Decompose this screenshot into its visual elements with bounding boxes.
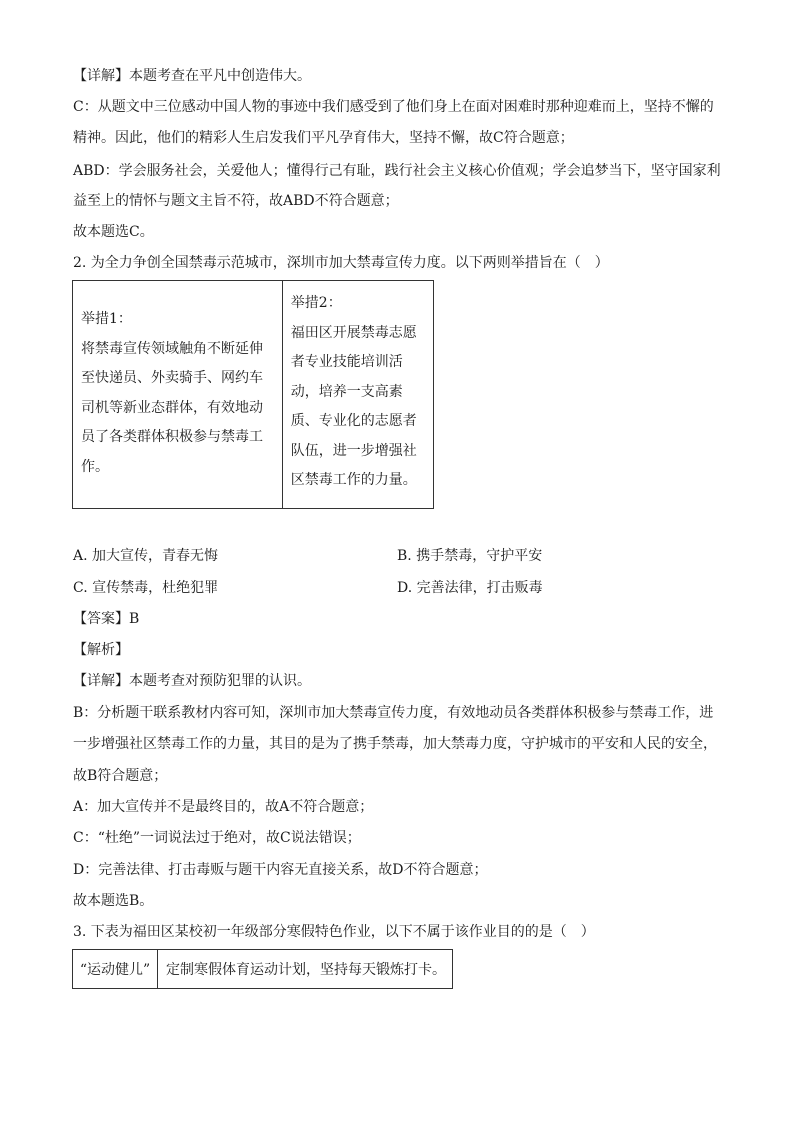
measure2-title: 举措2： [290,295,342,311]
measure2-line: 者专业技能培训活 [290,354,403,370]
q2-b-analysis-line1: B：分析题干联系教材内容可知，深圳市加大禁毒宣传力度，有效地动员各类群体积极参与禁毒工作，进 [73,705,714,721]
q1-conclusion: 故本题选C。 [73,224,154,240]
measure2-line: 福田区开展禁毒志愿 [290,324,417,341]
q2-b-analysis-line2: 一步增强社区禁毒工作的力量，其目的是为了携手禁毒，加大禁毒力度，守护城市的平安和人民的安全， [73,736,717,752]
measure2-line: 质、专业化的志愿者 [290,413,417,429]
measure1-cell [73,281,283,509]
q1-c-analysis-line1: C：从题文中三位感动中国人物的事迹中我们感受到了他们身上在面对困难时那种迎难而上，坚持不懈的 [73,99,714,115]
measure1-line: 至快递员、外卖骑手、网约车 [81,370,263,386]
q2-c-analysis: C：“杜绝”一词说法过于绝对，故C说法错误； [73,830,361,846]
measure1-line: 将禁毒宣传领域触角不断延伸 [81,340,263,357]
q1-abd-analysis-line1: ABD：学会服务社会，关爱他人；懂得行己有耻，践行社会主义核心价值观；学会追梦当下，坚守国家利 [73,163,721,179]
q3-homework-table [72,949,453,989]
q2-b-analysis-line3: 故B符合题意； [73,768,168,784]
measure1-line: 员了各类群体积极参与禁毒工 [81,429,263,445]
q2-answer: 【答案】B [73,611,140,627]
measure1-line: 作。 [81,458,109,475]
q3-row-content-cell [158,950,453,989]
option-a: A. 加大宣传，青春无悔 [73,548,219,564]
q2-a-analysis: A：加大宣传并不是最终目的，故A不符合题意； [73,799,374,815]
measure2-line: 区禁毒工作的力量。 [290,472,417,488]
option-d: D. 完善法律，打击贩毒 [397,580,543,596]
q3-stem: 3. 下表为福田区某校初一年级部分寒假特色作业，以下不属于该作业目的的是（ ） [73,924,595,940]
q3-row-content: 定制寒假体育运动计划，坚持每天锻炼打卡。 [166,962,446,978]
q2-detail: 【详解】本题考查对预防犯罪的认识。 [73,673,311,689]
q2-analysis-label: 【解析】 [73,642,129,658]
q2-stem: 2. 为全力争创全国禁毒示范城市，深圳市加大禁毒宣传力度。以下两则举措旨在（ ） [73,255,609,271]
q2-measures-table [72,280,434,509]
q1-c-analysis-line2: 精神。因此，他们的精彩人生启发我们平凡孕育伟大，坚持不懈，故C符合题意； [73,130,574,146]
measure2-line: 队伍，进一步增强社 [290,442,417,459]
q3-row-label: “运动健儿” [79,962,151,978]
q1-abd-analysis-line2: 益至上的情怀与题文主旨不符，故ABD不符合题意； [73,193,399,209]
q2-d-analysis: D：完善法律、打击毒贩与题干内容无直接关系，故D不符合题意； [73,862,488,878]
q2-conclusion: 故本题选B。 [73,893,154,909]
q1-detail: 【详解】本题考查在平凡中创造伟大。 [73,68,311,84]
measure2-line: 动，培养一支高素 [290,383,403,400]
measure1-line: 司机等新业态群体，有效地动 [81,399,263,416]
q3-row-label-cell [73,950,158,989]
option-b: B. 携手禁毒，守护平安 [397,548,543,564]
option-c: C. 宣传禁毒，杜绝犯罪 [73,580,219,596]
measure2-cell [282,281,433,509]
measure1-title: 举措1： [81,311,132,327]
